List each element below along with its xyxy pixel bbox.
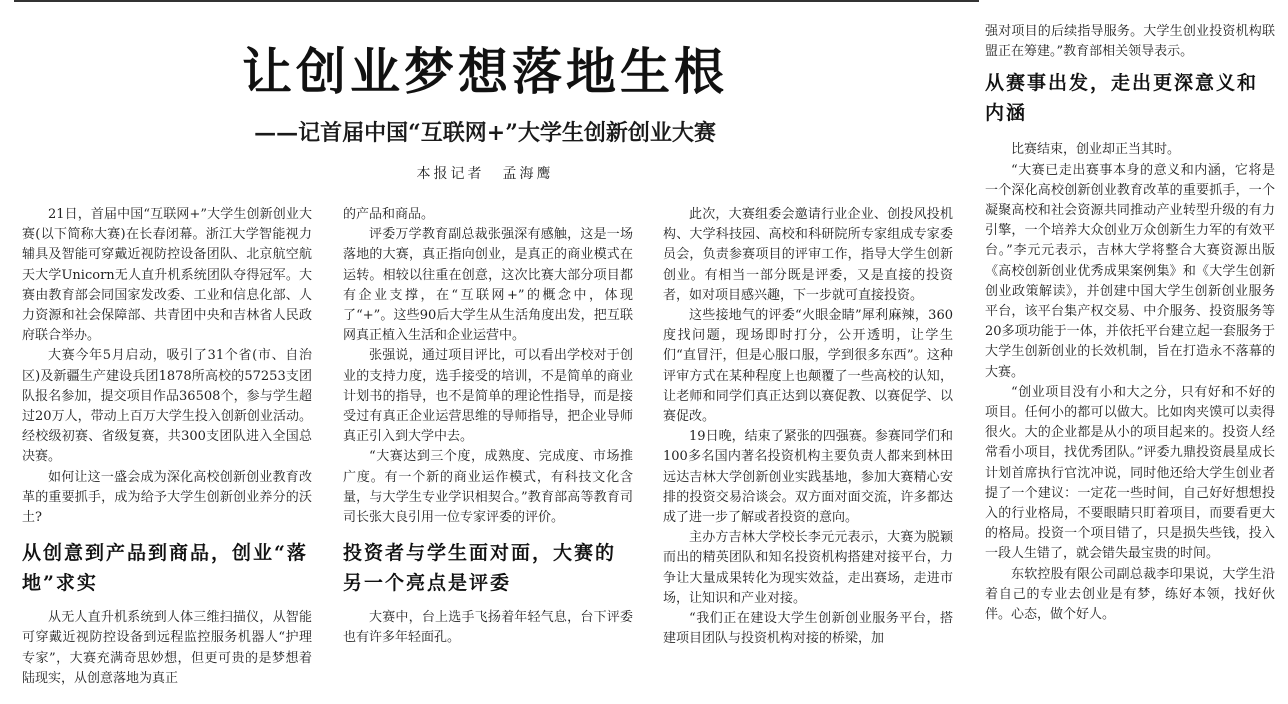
body-paragraph: 如何让这一盛会成为深化高校创新创业教育改革的重要抓手，成为给予大学生创新创业养分的沃土?: [22, 469, 312, 526]
byline: [10, 164, 960, 184]
section-heading: 从赛事出发，走出更深意义和内涵: [985, 72, 1259, 125]
body-paragraph: 此次，大赛组委会邀请行业企业、创投风投机构、大学科技园、高校和科研院所专家组成专家委员会，负责参赛项目的评审工作，指导大学生创新创业。有相当一部分既是评委，又是直接的投资者，如对项目感兴趣，下一步就可直接投资。: [663, 207, 953, 303]
body-paragraph: 评委万学教育副总裁张强深有感触，这是一场落地的大赛，真正指向创业，是真正的商业模式在运转。相较以往重在创意，这次比赛大部分项目都有企业支撑，在“互联网+”的概念中，体现了“+”。这些90后大学生从生活角度出发，把互联网真正植入生活和企业运营中。: [343, 227, 633, 344]
article-column-1: [22, 205, 312, 689]
body-paragraph: “创业项目没有小和大之分，只有好和不好的项目。任何小的都可以做大。比如肉夹馍可以卖得很火。大的企业都是从小的项目起来的。投资人经常看小项目，找优秀团队。”评委九鼎投资晨星成长计划首席执行官沈冲说，同时他还给大学生创业者提了一个建议：一定花一些时间，自己好好想想投入的行业格局，不要眼睛只盯着项目，而要看更大的格局。投资一个项目错了，只是损失些钱，投入一段人生错了，就会错失最宝贵的时间。: [985, 384, 1275, 562]
body-paragraph: 这些接地气的评委“火眼金睛”犀利麻辣，360度找问题，现场即时打分，公开透明，让学生们“直冒汗，但是心服口服，学到很多东西”。这种评审方式在某种程度上也颠覆了一些高校的认知，让老师和同学们真正达到以赛促教、以赛促学、以赛促改。: [663, 308, 953, 425]
body-paragraph: 的产品和商品。: [343, 207, 435, 222]
article-column-3: [663, 205, 953, 649]
body-paragraph: 比赛结束，创业却正当其时。: [1011, 142, 1181, 158]
body-paragraph: 主办方吉林大学校长李元元表示，大赛为脱颖而出的精英团队和知名投资机构搭建对接平台，力争让大量成果转化为现实效益，走出赛场，走进市场，让知识和产业对接。: [663, 530, 953, 606]
body-paragraph: “我们正在建设大学生创新创业服务平台，搭建项目团队与投资机构对接的桥梁，加: [663, 611, 953, 647]
section-heading: 从创意到产品到商品，创业“落地”求实: [22, 542, 308, 595]
body-paragraph: “大赛已走出赛事本身的意义和内涵，它将是一个深化高校创新创业教育改革的重要抓手，一个凝聚高校和社会资源共同推动产业转型升级的有力引擎，一个培养大众创业万众创新生力军的有效平台。”李元元表示，吉林大学将整合大赛资源出版《高校创新创业优秀成果案例集》和《大学生创新创业政策解读》，并创建中国大学生创新创业服务平台，该平台集产权交易、中介服务、投资服务等20多项功能于一体，并依托平台建立起一套服务于大学生创新创业的长效机制，旨在打造永不落幕的大赛。: [985, 162, 1275, 380]
top-rule: [14, 0, 979, 2]
byline-label: 本报记者: [416, 166, 485, 182]
body-paragraph: 大赛中，台上选手飞扬着年轻气息，台下评委也有许多年轻面孔。: [343, 610, 633, 646]
section-heading: 投资者与学生面对面，大赛的另一个亮点是评委: [343, 542, 617, 595]
body-paragraph: 19日晚，结束了紧张的四强赛。参赛同学们和100多名国内著名投资机构主要负责人都来到林田远达吉林大学创新创业实践基地，参加大赛精心安排的投资交易洽谈会。双方面对面交流，许多都达成了进一步了解或者投资的意向。: [663, 429, 953, 526]
body-paragraph: 大赛今年5月启动，吸引了31个省(市、自治区)及新疆生产建设兵团1878所高校的57253支团队报名参加，提交项目作品36508个，参与学生超过20万人，带动上百万大学生投入创新创业活动。经校级初赛、省级复赛，共300支团队进入全国总决赛。: [22, 348, 312, 465]
byline-author: 孟海鹰: [502, 166, 554, 182]
body-paragraph: 东软控股有限公司副总裁李印果说，大学生沿着自己的专业去创业是有梦，练好本领，找好伙伴。心态，做个好人。: [985, 566, 1275, 623]
body-paragraph: 张强说，通过项目评比，可以看出学校对于创业的支持力度，选手接受的培训，不是简单的商业计划书的指导，也不是简单的理论性指导，而是接受过有真正企业运营思维的导师指导，把企业导师真正引入到大学中去。: [343, 348, 633, 445]
body-paragraph: 强对项目的后续指导服务。大学生创业投资机构联盟正在筹建。”教育部相关领导表示。: [985, 24, 1275, 60]
article-title: 让创业梦想落地生根: [242, 42, 728, 101]
article-subtitle: ——记首届中国“互联网+”大学生创新创业大赛: [254, 120, 716, 146]
body-paragraph: “大赛达到三个度，成熟度、完成度、市场推广度。有一个新的商业运作模式，有科技文化含量，与大学生专业学识相契合。”教育部高等教育司司长张大良引用一位专家评委的评价。: [343, 449, 633, 526]
article-column-2: [343, 205, 633, 649]
article-column-4: [985, 22, 1275, 625]
body-paragraph: 从无人直升机系统到人体三维扫描仪，从智能可穿戴近视防控设备到远程监控服务机器人“护理专家”，大赛充满奇思妙想，但更可贵的是梦想着陆现实，从创意落地为真正: [22, 610, 312, 686]
body-paragraph: 21日，首届中国“互联网+”大学生创新创业大赛(以下简称大赛)在长春闭幕。浙江大学智能视力辅具及智能可穿戴近视防控设备团队、北京航空航天大学Unicorn无人直升机系统团队夺得冠军。大赛由教育部会同国家发改委、工业和信息化部、人力资源和社会保障部、共青团中央和吉林省人民政府联合举办。: [22, 207, 312, 344]
